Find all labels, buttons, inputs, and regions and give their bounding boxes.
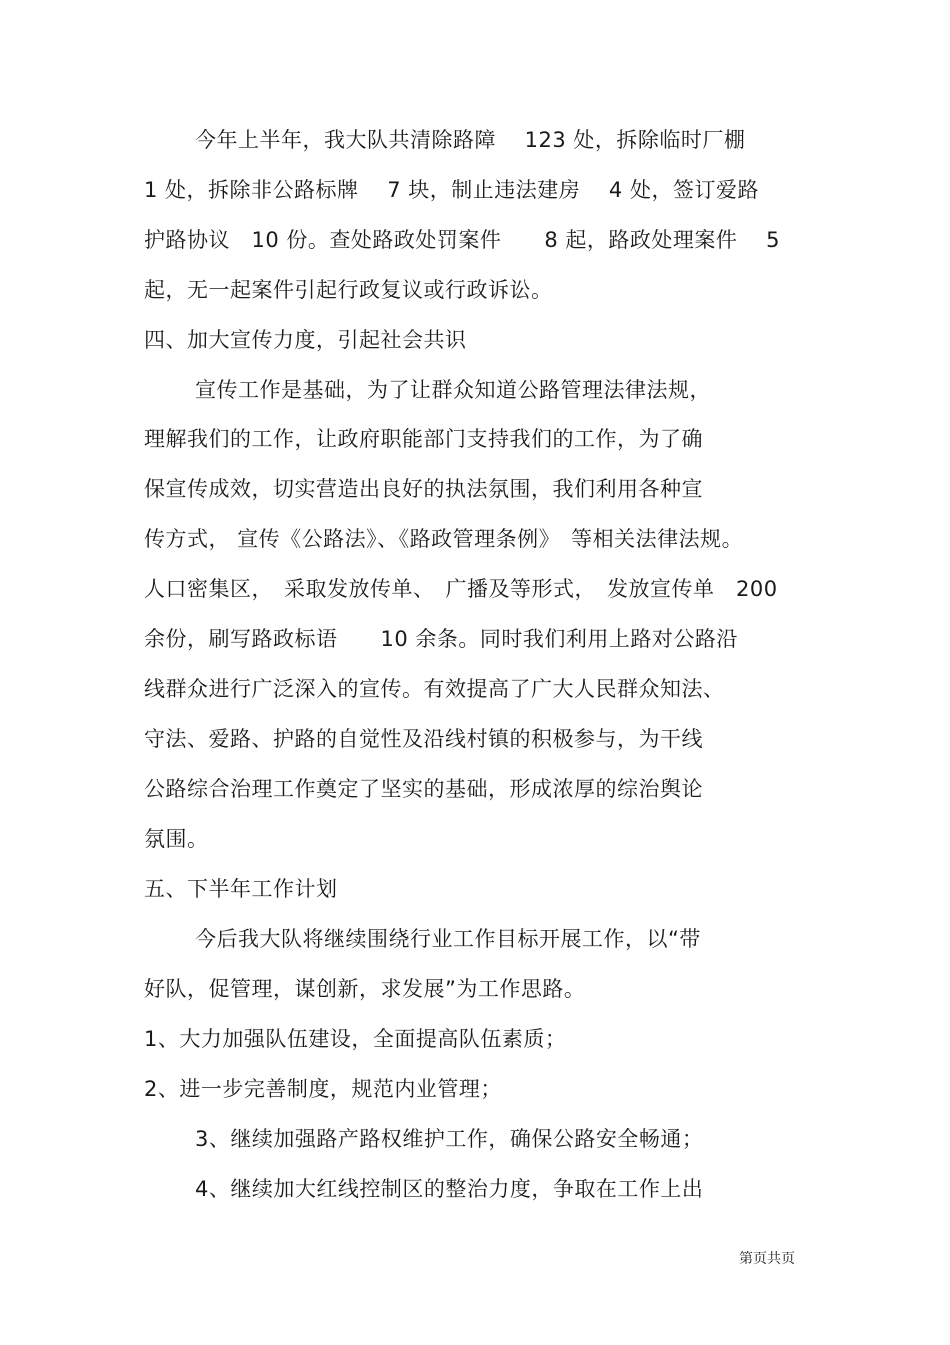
list-item: 2、进一步完善制度，规范内业管理；: [144, 1077, 502, 1101]
section-heading: 四、加大宣传力度，引起社会共识: [144, 328, 467, 352]
paragraph-line: 理解我们的工作，让政府职能部门支持我们的工作，为了确: [144, 427, 703, 451]
paragraph-line: 线群众进行广泛深入的宣传。有效提高了广大人民群众知法、: [144, 677, 725, 701]
page-footer: 第页共页: [739, 1251, 795, 1267]
section-heading: 五、下半年工作计划: [144, 877, 338, 901]
list-item: 1、大力加强队伍建设，全面提高队伍素质；: [144, 1027, 567, 1051]
paragraph-line: 氛围。: [144, 827, 209, 851]
paragraph-line: 起，无一起案件引起行政复议或行政诉讼。: [144, 278, 553, 302]
paragraph-line: 传方式， 宣传《公路法》、《路政管理条例》 等相关法律法规。: [144, 527, 744, 551]
list-item: 4、继续加大红线控制区的整治力度，争取在工作上出: [195, 1177, 704, 1201]
paragraph-line: 守法、爱路、护路的自觉性及沿线村镇的积极参与，为干线: [144, 727, 703, 751]
paragraph-line: 好队，促管理，谋创新，求发展”为工作思路。: [144, 977, 586, 1001]
paragraph-line: 宣传工作是基础，为了让群众知道公路管理法律法规，: [195, 378, 711, 402]
paragraph-line: 人口密集区， 采取发放传单、 广播及等形式， 发放宣传单 200: [144, 577, 778, 601]
paragraph-line: 护路协议 10 份。查处路政处罚案件 8 起，路政处理案件 5: [144, 228, 780, 252]
paragraph-line: 今后我大队将继续围绕行业工作目标开展工作，以“带: [195, 927, 701, 951]
paragraph-line: 公路综合治理工作奠定了坚实的基础，形成浓厚的综治舆论: [144, 777, 703, 801]
list-item: 3、继续加强路产路权维护工作，确保公路安全畅通；: [195, 1127, 704, 1151]
paragraph-line: 1 处，拆除非公路标牌 7 块，制止违法建房 4 处，签订爱路: [144, 178, 759, 202]
paragraph-line: 今年上半年，我大队共清除路障 123 处，拆除临时厂棚: [195, 128, 746, 152]
paragraph-line: 保宣传成效，切实营造出良好的执法氛围，我们利用各种宣: [144, 477, 703, 501]
paragraph-line: 余份，刷写路政标语 10 余条。同时我们利用上路对公路沿: [144, 627, 738, 651]
